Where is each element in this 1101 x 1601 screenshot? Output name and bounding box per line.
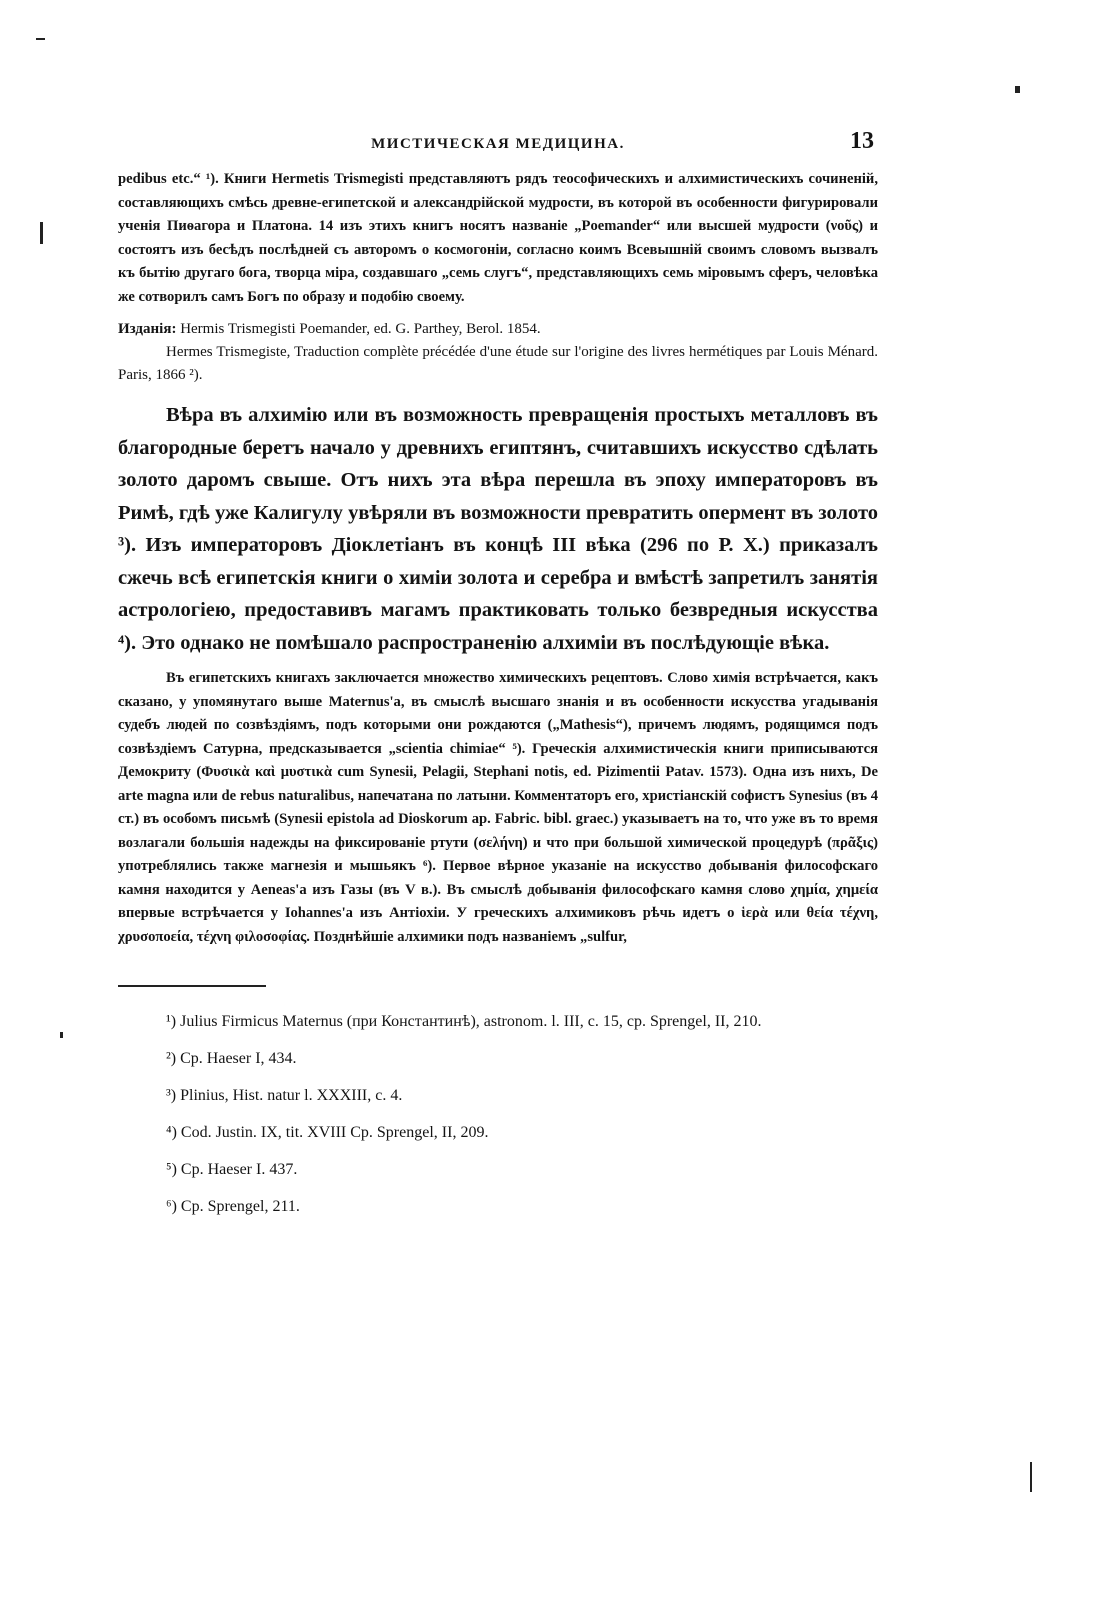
egyptian-books-paragraph: Въ египетскихъ книгахъ заключается множество химическихъ рецептовъ. Слово химія встрѣчается, какъ сказано, у упомянутаго выше Maternus'а, въ смыслѣ высшаго знанія и въ особенности искусства угадыванія судебъ людей по созвѣздіямъ, подъ которыми они рождаются („Mathesis“), причемъ людямъ, родящимся подъ созвѣздіемъ Сатурна, предсказывается „scientia chimiae“ ⁵). Греческія алхимистическія книги приписываются Демокриту (Φυσικὰ καὶ μυστικὰ cum Synesii, Pelagii, Stephani notis, ed. Pizimentii Patav. 1573). Одна изъ нихъ, De arte magna или de rebus naturalibus, напечатана по латыни. Комментаторъ его, христіанскій софистъ Synesius (въ 4 ст.) въ особомъ письмѣ (Synesii epistola ad Dioskorum ap. Fabric. bibl. graec.) указываетъ на то, что уже въ то время возлагали большія надежды на фиксированіе ртути (σελήνη) и что при большой химической процедурѣ (πρᾶξις) употреблялись также магнезія и мышьякъ ⁶). Первое вѣрное указаніе на искусство добыванія философскаго камня находится у Aeneas'а изъ Газы (въ V в.). Въ смыслѣ добыванія философскаго камня слово χημία, χημεία впервые встрѣчается у Iohannes'а изъ Антіохіи. У греческихъ алхимиковъ рѣчь идетъ о ἱερὰ или θεία τέχνη, χρυσοποεία, τέχνη φιλοσοφίας. Позднѣйшіе алхимики подъ названіемъ „sulfur,	[118, 670, 878, 945]
footnote-1: ¹) Julius Firmicus Maternus (при Константинѣ), astronom. l. III, c. 15, cp. Sprengel, II, 210.	[166, 1013, 762, 1030]
hermetic-books-paragraph: pedibus etc.“ ¹). Книги Hermetis Trismegisti представляютъ рядъ теософическихъ и алхимистическихъ сочиненій, составляющихъ смѣсь древне-египетской и александрійской мудрости, въ которой въ особенности фигурировали ученія Пиѳагора и Платона. 14 изъ этихъ книгъ носятъ названіе „Poemander“ или высшей мудрости (νοῦς) и состоятъ изъ бесѣдъ послѣдней съ авторомъ о космогоніи, согласно коимъ Всевышній своимъ словомъ вызвалъ къ бытію другаго бога, творца міра, создавшаго „семь слугъ“, представляющихъ семь міровымъ сферъ, человѣка же сотворилъ самъ Богъ по образу и подобію своему.	[118, 171, 878, 305]
scan-mark-top-left	[36, 38, 45, 40]
footnotes	[118, 1009, 878, 1219]
page-header	[118, 128, 878, 168]
footnote-divider	[118, 985, 266, 987]
scan-mark-left-small	[60, 1032, 63, 1038]
scan-mark-right-dot	[1015, 86, 1020, 93]
footnote-4: ⁴) Cod. Justin. IX, tit. XVIII Cp. Sprengel, II, 209.	[166, 1124, 489, 1141]
scan-mark-bottom-right	[1030, 1462, 1032, 1492]
running-title: МИСТИЧЕСКАЯ МЕДИЦИНА.	[371, 136, 625, 152]
footnote-2: ²) Cp. Haeser I, 434.	[166, 1050, 297, 1067]
footnote-5: ⁵) Cp. Haeser I. 437.	[166, 1161, 298, 1178]
editions-block	[118, 318, 878, 387]
edition-parthey: Hermis Trismegisti Poemander, ed. G. Parthey, Berol. 1854.	[180, 321, 541, 337]
scan-mark-left	[40, 222, 43, 244]
editions-label: Изданія:	[118, 321, 177, 337]
alchemy-history-paragraph: Вѣра въ алхимію или въ возможность превращенія простыхъ металловъ въ благородные беретъ начало у древнихъ египтянъ, считавшихъ искусство сдѣлать золото даромъ свыше. Отъ нихъ эта вѣра перешла въ эпоху императоровъ въ Римѣ, гдѣ уже Калигулу увѣряли въ возможности превратить опермент въ золото ³). Изъ императоровъ Діоклетіанъ въ концѣ III вѣка (296 по Р. Х.) приказалъ сжечь всѣ египетскія книги о химіи золота и серебра и вмѣстѣ запретилъ занятія астрологіею, предоставивъ магамъ практиковать только безвредныя искусства ⁴). Это однако не помѣшало распространенію алхиміи въ послѣдующіе вѣка.	[118, 404, 878, 654]
edition-menard: Hermes Trismegiste, Traduction complète précédée d'une étude sur l'origine des livres hermétiques par Louis Ménard. Paris, 1866 ²).	[118, 344, 878, 383]
footnote-6: ⁶) Cp. Sprengel, 211.	[166, 1198, 300, 1215]
footnote-3: ³) Plinius, Hist. natur l. XXXIII, c. 4.	[166, 1087, 403, 1104]
book-page	[118, 128, 878, 1231]
page-number: 13	[850, 128, 874, 154]
